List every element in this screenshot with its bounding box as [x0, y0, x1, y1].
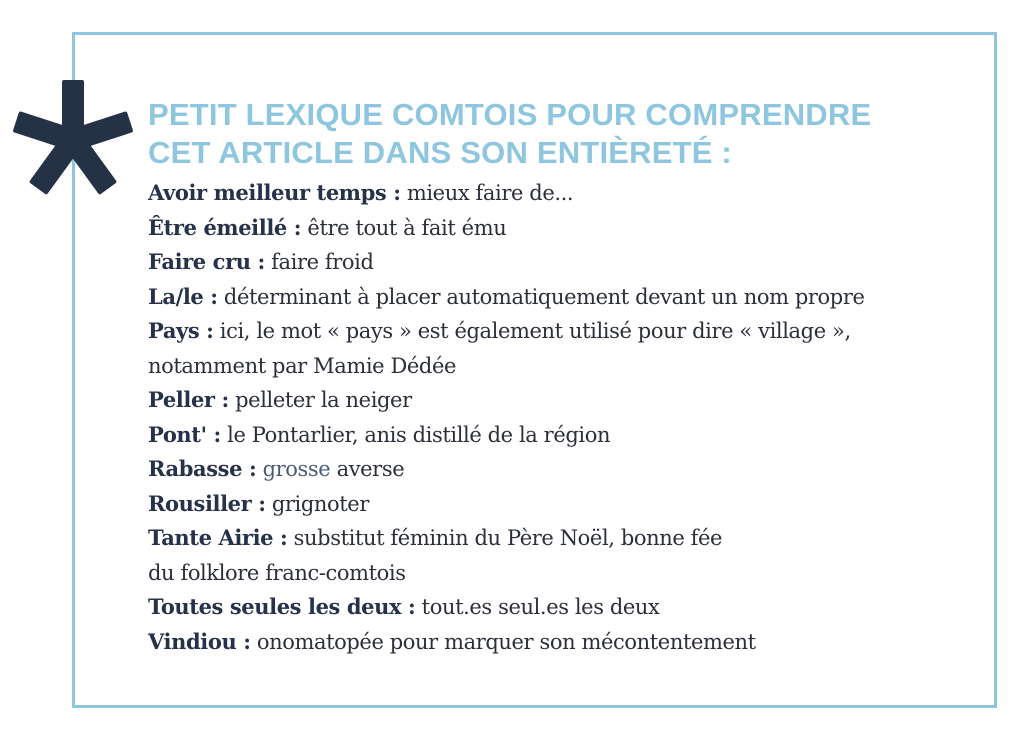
lexicon-entry	[148, 176, 968, 211]
entry-term: Peller :	[148, 387, 229, 412]
lexicon-entry	[148, 211, 968, 246]
entry-term: Rabasse :	[148, 456, 257, 481]
entry-definition: mieux faire de...	[400, 181, 574, 205]
entry-definition: faire froid	[264, 250, 374, 274]
entry-term: Pays :	[148, 318, 214, 343]
entry-definition-highlight: grosse	[256, 457, 331, 481]
lexicon-entry	[148, 452, 968, 487]
title-line-2: CET ARTICLE DANS SON ENTIÈRETÉ :	[148, 135, 732, 170]
lexicon-entry	[148, 590, 968, 625]
lexicon-entry	[148, 625, 968, 660]
entry-term: Avoir meilleur temps :	[148, 180, 401, 205]
entry-definition-continued: du folklore franc-comtois	[148, 560, 406, 585]
lexicon-entry	[148, 418, 968, 453]
entry-definition: déterminant à placer automatiquement devant un nom propre	[217, 284, 865, 309]
lexicon-entry	[148, 245, 968, 280]
lexicon-title	[148, 96, 871, 172]
entry-definition-continued: notamment par Mamie Dédée	[148, 353, 457, 378]
lexicon-entry	[148, 314, 968, 383]
entry-definition: le Pontarlier, anis distillé de la région	[220, 422, 611, 447]
entry-definition: substitut féminin du Père Noël, bonne fée	[287, 526, 723, 550]
entry-term: Tante Airie :	[148, 525, 288, 550]
entry-term: Toutes seules les deux :	[148, 594, 416, 619]
entry-term: Vindiou :	[148, 628, 251, 654]
entry-definition: être tout à fait ému	[301, 215, 507, 240]
lexicon-entry	[148, 521, 968, 590]
entry-definition: pelleter la neiger	[228, 388, 412, 412]
entry-term: Être émeillé :	[148, 214, 302, 240]
entry-definition: averse	[330, 457, 405, 481]
entry-term: Faire cru :	[148, 249, 265, 274]
lexicon-list	[148, 176, 968, 659]
asterisk-icon	[8, 76, 136, 204]
entry-term: La/le :	[148, 283, 218, 309]
entry-term: Rousiller :	[148, 490, 266, 516]
entry-definition: grignoter	[265, 491, 369, 516]
entry-definition: tout.es seul.es les deux	[415, 595, 660, 619]
entry-definition: onomatopée pour marquer son mécontentement	[250, 629, 756, 654]
lexicon-entry	[148, 487, 968, 522]
lexicon-entry	[148, 383, 968, 418]
entry-definition: ici, le mot « pays » est également utilisé pour dire « village »,	[213, 319, 851, 343]
title-line-1: PETIT LEXIQUE COMTOIS POUR COMPRENDRE	[148, 97, 872, 132]
lexicon-entry	[148, 280, 968, 315]
entry-term: Pont' :	[148, 421, 221, 447]
